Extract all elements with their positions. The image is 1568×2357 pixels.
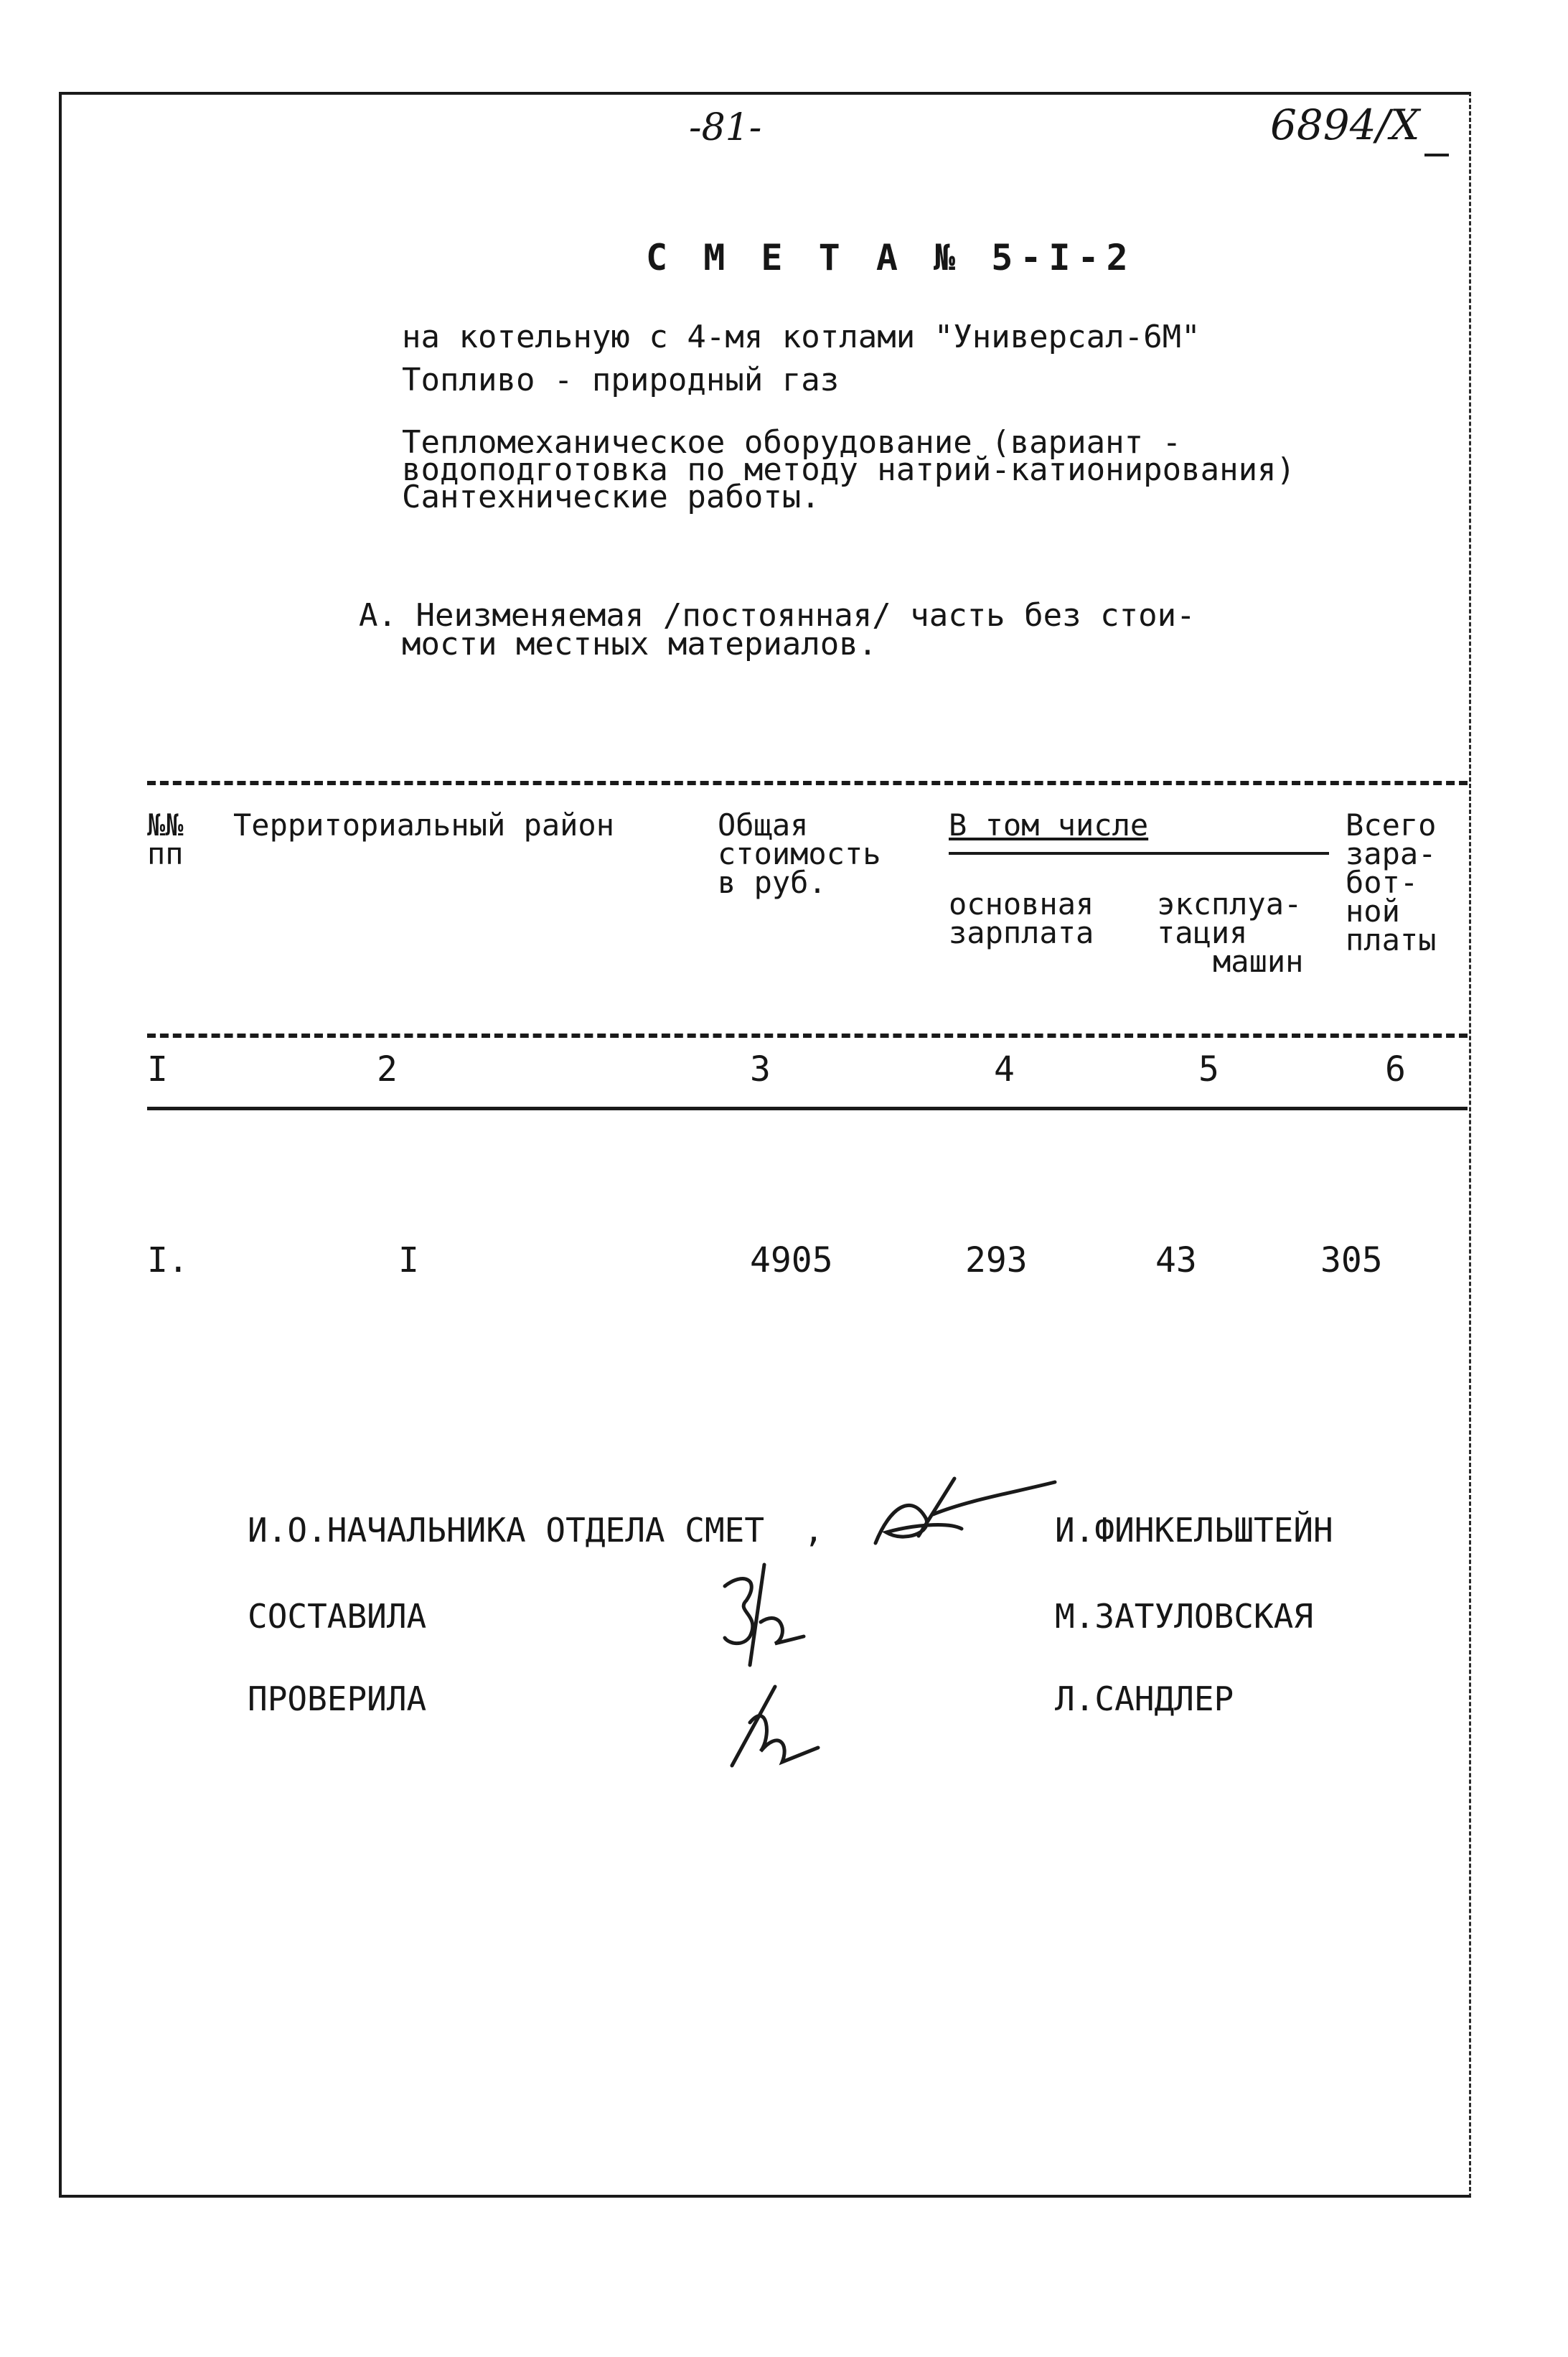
header-total-2: стоимость (718, 836, 881, 871)
description-line-3: Сантехнические работы. (402, 479, 820, 515)
column-number-6: 6 (1385, 1049, 1406, 1090)
header-basic-salary-1: основная (949, 886, 1094, 922)
signature-name-3: Л.САНДЛЕР (1055, 1679, 1234, 1718)
column-number-2: 2 (377, 1049, 398, 1090)
header-total-salary-1: Всего (1346, 807, 1437, 843)
signature-name-1: И.ФИНКЕЛЬШТЕЙН (1055, 1511, 1333, 1550)
column-numbers-rule (147, 1107, 1468, 1110)
row-total-salary: 305 (1320, 1240, 1383, 1280)
document-number: 6894/X (1270, 100, 1420, 149)
page-number: -81- (689, 106, 762, 149)
description-line-2: водоподготовка по методу натрий-катионирования) (402, 451, 1296, 488)
handwritten-signature-1 (847, 1450, 1062, 1565)
column-number-1: I (147, 1049, 168, 1090)
header-including: В том числе (949, 807, 1149, 843)
row-basic-salary: 293 (965, 1240, 1028, 1280)
subtitle-line-1: на котельную с 4-мя котлами "Универсал-6М" (402, 319, 1201, 355)
subtitle-line-2: Топливо - природный газ (402, 362, 840, 398)
signature-role-1: И.О.НАЧАЛЬНИКА ОТДЕЛА СМЕТ (248, 1511, 765, 1550)
row-region: I (398, 1240, 419, 1280)
header-num-1: №№ (147, 807, 184, 843)
description-line-1: Тепломеханическое оборудование (вариант - (402, 424, 1182, 461)
row-machines: 43 (1155, 1240, 1197, 1280)
header-total-salary-4: ной (1346, 894, 1400, 929)
handwritten-signature-2 (710, 1557, 868, 1794)
header-machines-1: эксплуа- (1157, 886, 1302, 922)
header-total-salary-2: зара- (1346, 836, 1437, 871)
column-number-5: 5 (1198, 1049, 1219, 1090)
signature-role-2: СОСТАВИЛА (248, 1597, 427, 1636)
document-title: С М Е Т А № 5-I-2 (646, 237, 1135, 278)
column-number-4: 4 (994, 1049, 1015, 1090)
header-total-salary-5: платы (1346, 922, 1437, 957)
document-number-underline (1424, 154, 1449, 156)
header-machines-2: тация (1157, 915, 1248, 950)
signature-name-2: М.ЗАТУЛОВСКАЯ (1055, 1597, 1314, 1636)
header-region: Территориальный район (233, 807, 615, 843)
header-total-3: в руб. (718, 865, 827, 900)
header-num-2: пп (147, 836, 184, 871)
row-total: 4905 (750, 1240, 833, 1280)
section-line-2: мости местных материалов. (402, 626, 878, 662)
table-top-rule (147, 781, 1468, 785)
header-total-salary-3: бот- (1346, 865, 1419, 900)
section-line-1: А. Неизменяемая /постоянная/ часть без стои- (359, 597, 1196, 634)
header-machines-3: машин (1213, 944, 1304, 979)
header-including-rule (949, 852, 1329, 855)
signature-comma: , (804, 1511, 824, 1550)
header-total-1: Общая (718, 807, 809, 843)
signature-role-3: ПРОВЕРИЛА (248, 1679, 427, 1718)
page-frame (59, 92, 1471, 2198)
row-num: I. (147, 1240, 189, 1280)
header-bottom-rule (147, 1034, 1468, 1038)
column-number-3: 3 (750, 1049, 771, 1090)
header-basic-salary-2: зарплата (949, 915, 1094, 950)
